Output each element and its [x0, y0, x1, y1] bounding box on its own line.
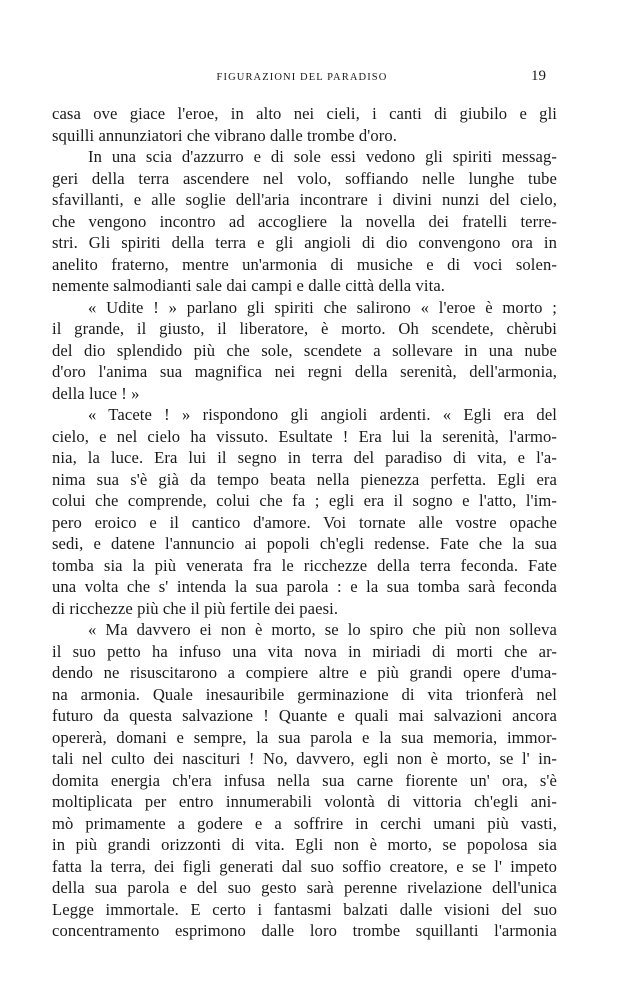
text-line: della sua parola e del suo gesto sarà perenne rivelazione dell'unica [52, 878, 557, 897]
text-line: squilli annunziatori che vibrano dalle trombe d'oro. [52, 125, 398, 145]
text-line: in più grandi orizzonti di vita. Egli non è morto, se popolosa sia [52, 835, 557, 854]
text-line: mò primamente a godere e a soffrire in cerchi umani più vasti, [52, 813, 557, 833]
text-line: opererà, domani e sempre, la sua parola e la sua memoria, immor- [52, 727, 557, 747]
text-line: colui che comprende, colui che fa ; egli era il sogno e l'atto, l'im- [52, 491, 557, 510]
text-line: na armonia. Quale inesauribile germinazione di vita trionferà nel [52, 684, 557, 704]
paragraph [52, 146, 557, 297]
text-line: « Tacete ! » rispondono gli angioli ardenti. « Egli era del [88, 405, 557, 424]
text-line: concentramento esprimono dalle loro trombe squillanti l'armonia [52, 921, 557, 940]
text-line: geri della terra ascendere nel volo, soffiando nelle lunghe tube [52, 168, 557, 188]
text-line: anelito fraterno, mentre un'armonia di musiche e di voci solen- [52, 254, 557, 274]
text-line: sedi, e datene l'annuncio ai popoli ch'egli redense. Fate che la sua [52, 534, 557, 553]
body-text [52, 103, 557, 942]
text-line: tali nel culto dei nascituri ! No, davvero, egli non è morto, se l' in- [52, 749, 557, 768]
text-line: Legge immortale. E certo i fantasmi balzati dalle visioni del suo [52, 899, 557, 919]
text-line: nima sua s'è già da tempo beata nella pienezza perfetta. Egli era [52, 469, 557, 489]
paragraph [52, 297, 557, 405]
text-line: il grande, il giusto, il liberatore, è morto. Oh scendete, chèrubi [52, 319, 557, 338]
page-number: 19 [531, 68, 546, 84]
text-line: pero eroico e il cantico d'amore. Voi tornate alle vostre opache [52, 512, 557, 532]
paragraph [52, 103, 557, 146]
text-line: fatta la terra, dei figli generati dal suo soffio creatore, e se l' impeto [52, 856, 557, 876]
text-line: che vengono incontro ad accogliere la novella dei fratelli terre- [52, 211, 557, 231]
paragraph [52, 404, 557, 619]
text-line: d'oro l'anima sua magnifica nei regni della serenità, dell'armonia, [52, 362, 557, 381]
text-line: del dio splendido più che sole, scendete a sollevare in una nube [52, 340, 557, 360]
text-line: nia, la luce. Era lui il segno in terra del paradiso di vita, e l'a- [52, 448, 557, 467]
text-line: stri. Gli spiriti della terra e gli angioli di dio convengono ora in [52, 233, 557, 252]
text-line: il suo petto ha infuso una vita nova in miriadi di morti che ar- [52, 641, 557, 661]
text-line: dendo ne risuscitarono a compiere altre e più grandi opere d'uma- [52, 663, 557, 682]
text-line: cielo, e nel cielo ha vissuto. Esultate ! Era lui la serenità, l'armo- [52, 426, 557, 446]
text-line: « Udite ! » parlano gli spiriti che salirono « l'eroe è morto ; [88, 297, 557, 317]
paragraph [52, 619, 557, 942]
text-line: domita energia ch'era infusa nella sua carne fiorente un' ora, s'è [52, 770, 557, 790]
text-line: futuro da questa salvazione ! Quante e quali mai salvazioni ancora [52, 706, 557, 725]
text-line: moltiplicata per entro innumerabili volontà di vittoria ch'egli ani- [52, 792, 557, 811]
text-line: casa ove giace l'eroe, in alto nei cieli, i canti di giubilo e gli [52, 104, 557, 123]
text-line: sfavillanti, e alle soglie dell'aria incontrare i divini nunzi del cielo, [52, 190, 557, 209]
text-line: In una scia d'azzurro e di sole essi vedono gli spiriti messag- [88, 147, 557, 166]
running-title: FIGURAZIONI DEL PARADISO [216, 72, 388, 83]
text-line: « Ma davvero ei non è morto, se lo spiro che più non solleva [88, 620, 557, 639]
text-line: di ricchezze più che il più fertile dei paesi. [52, 598, 339, 618]
text-line: una volta che s' intenda la sua parola : e la sua tomba sarà feconda [52, 577, 557, 596]
page-header [52, 68, 552, 88]
text-line: nemente salmodianti sale dai campi e dalle città della vita. [52, 276, 446, 295]
text-line: della luce ! » [52, 383, 140, 403]
text-line: tomba sia la più venerata fra le ricchezze della terra feconda. Fate [52, 555, 557, 575]
